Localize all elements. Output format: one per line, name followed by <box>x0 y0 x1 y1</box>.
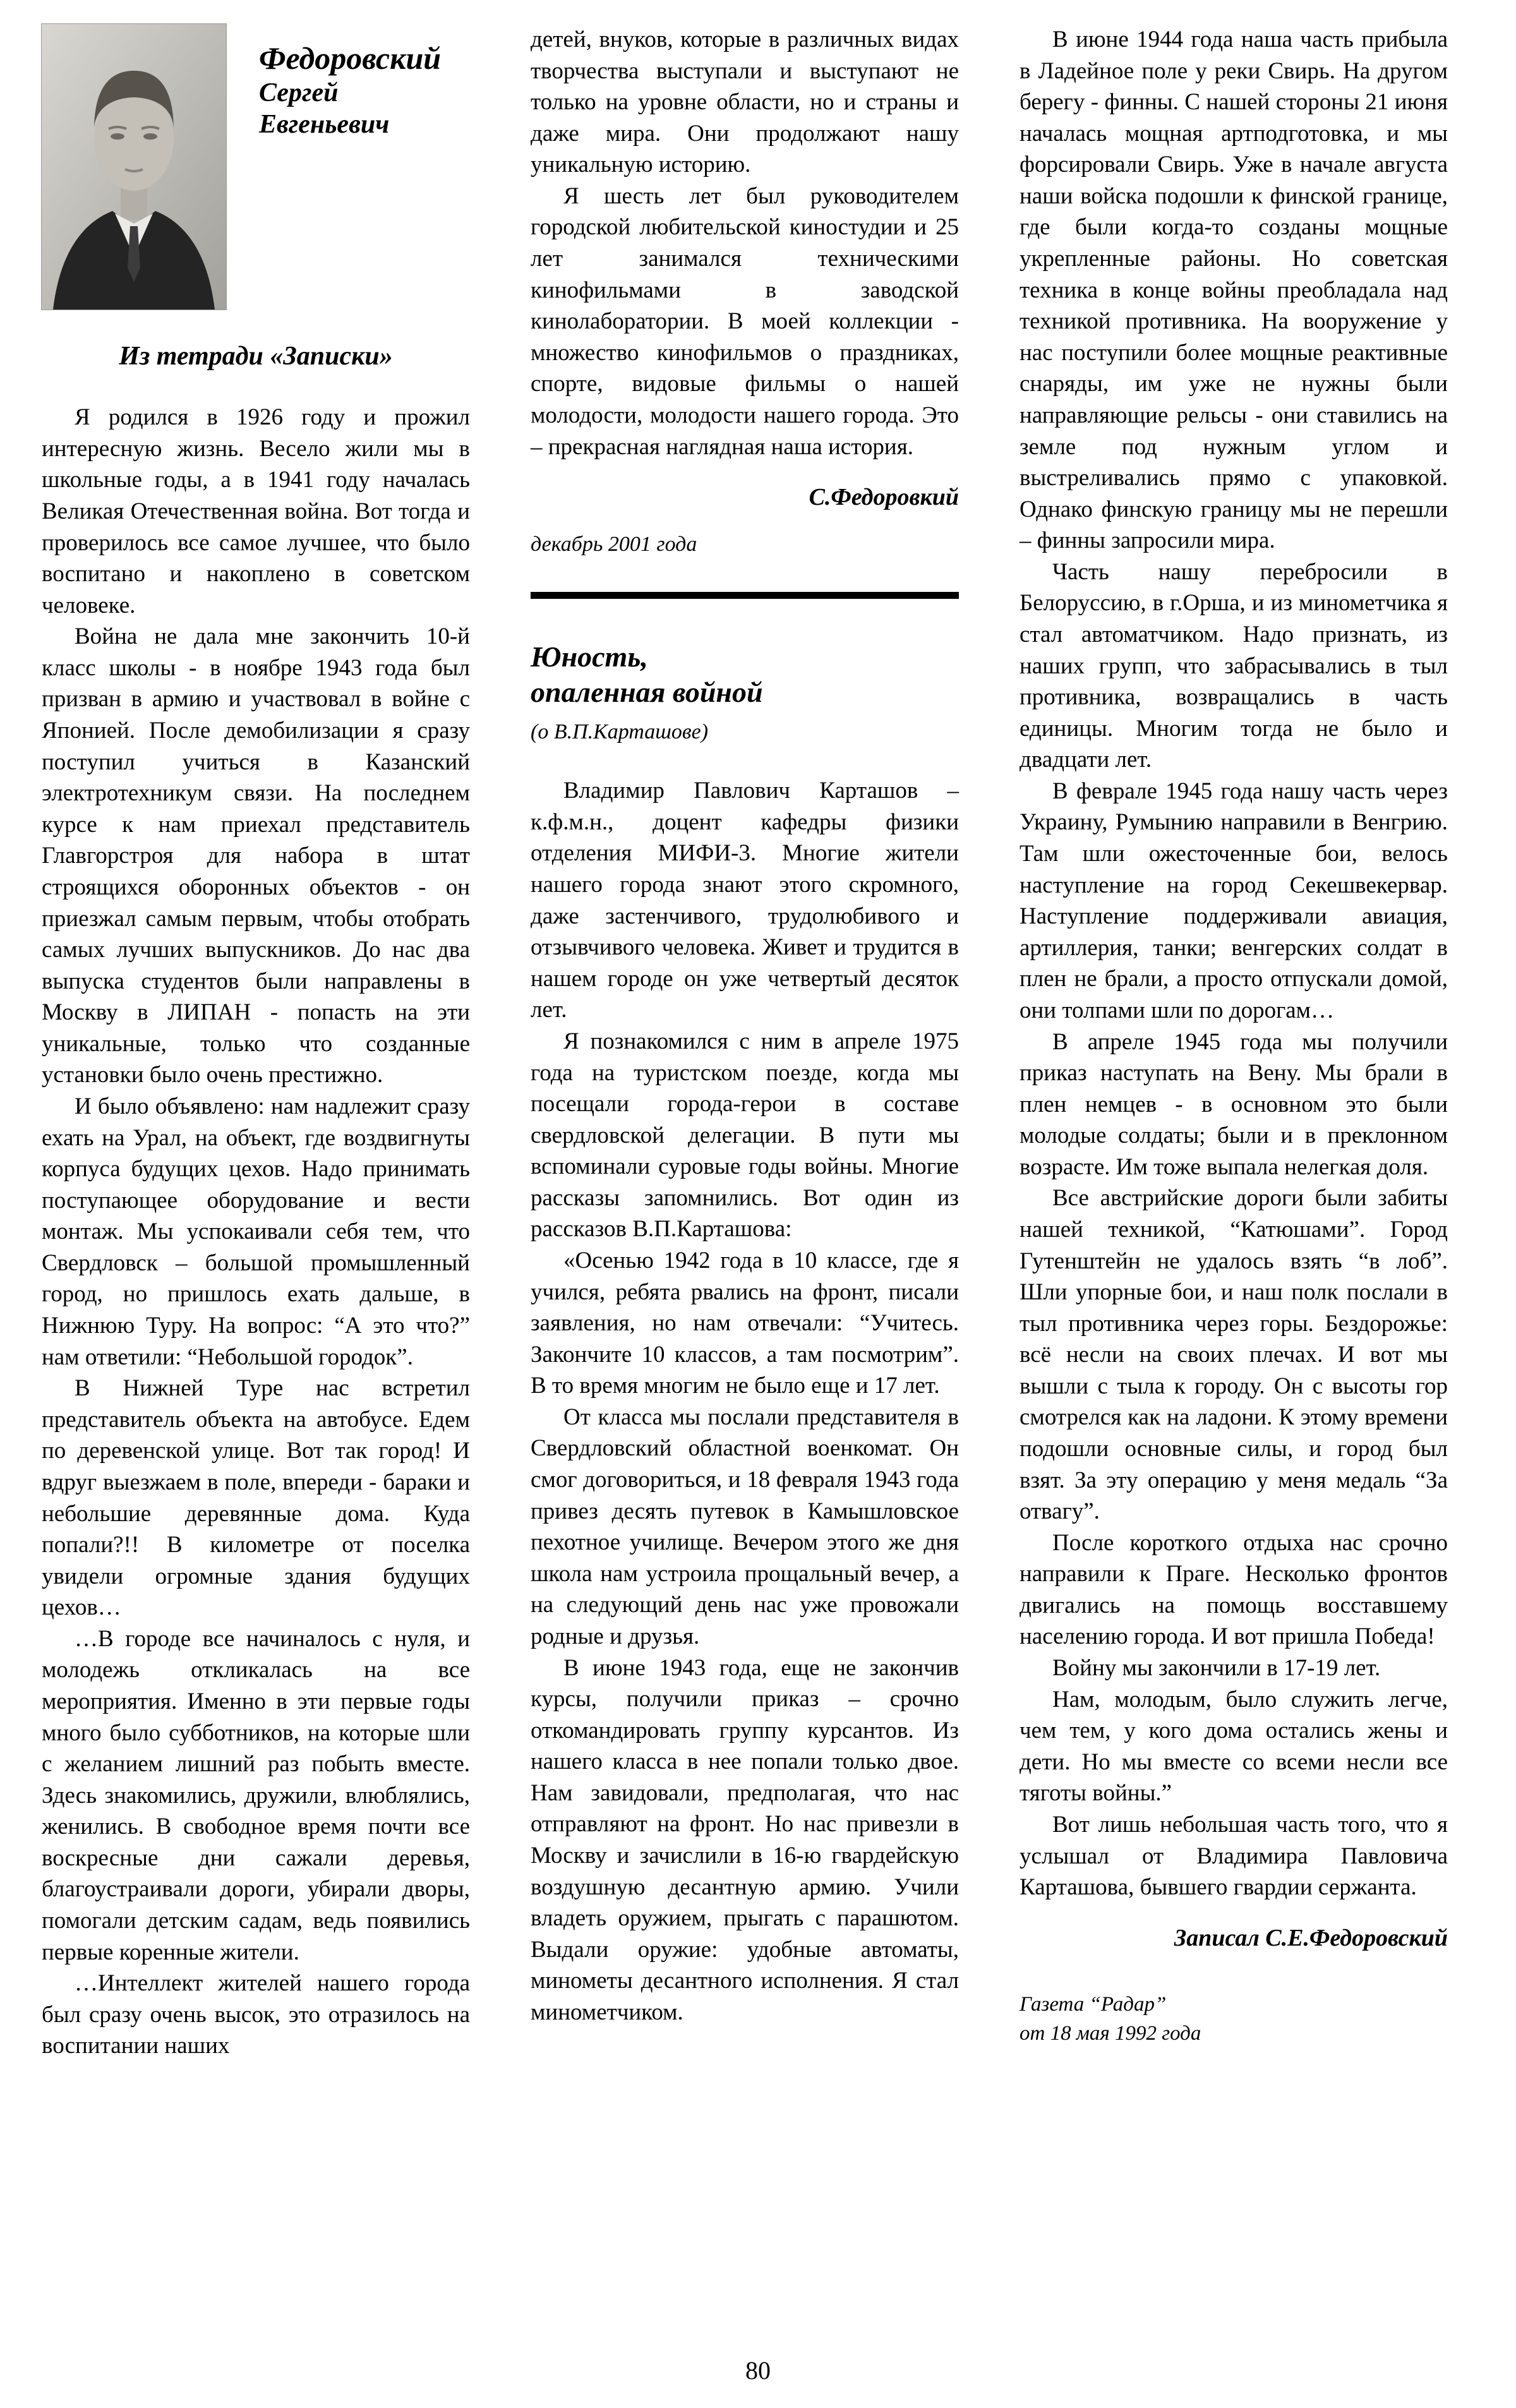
author-surname: Федоровский <box>259 40 442 76</box>
author-header <box>42 24 470 310</box>
paragraph: Война не дала мне закончить 10-й класс школы - в ноябре 1943 года был призван в армию и участвовал в войне с Японией. После демобилизации я сразу поступил учиться в Казанский электротехникум связи. На последнем курсе к нам приехал представитель Главгорстроя для набора в штат строящихся оборонных объектов - он приезжал самым первым, чтобы отобрать самых лучших выпускников. До нас два выпуска студентов были направлены в Москву в ЛИПАН - попасть на эти уникальные, только что созданные установки было очень престижно. <box>42 623 470 1088</box>
notes-date: декабрь 2001 года <box>531 533 697 556</box>
source-note-line1: Газета “Радар” <box>1020 1992 1167 2016</box>
paragraph-continuation: детей, внуков, которые в различных видах творчества выступали и выступают не только на уровне области, но и страны и даже мира. Они продолжают нашу уникальную историю. <box>531 27 959 178</box>
paragraph: Нам, молодым, было служить легче, чем тем, у кого дома остались жены и дети. Но мы вместе со всеми несли все тяготы войны.” <box>1020 1686 1448 1807</box>
paragraph: Войну мы закончили в 17-19 лет. <box>1052 1655 1381 1682</box>
youth-article-title-line2: опаленная войной <box>531 675 763 708</box>
paragraph: Я родился в 1926 году и прожил интересную жизнь. Весело жили мы в школьные годы, а в 1941 году началась Великая Отечественная война. Вот тогда и проверилось все самое лучшее, что было воспитано и накоплено в советском человеке. <box>42 404 470 618</box>
section-divider <box>531 592 959 599</box>
author-name-block <box>259 24 441 140</box>
source-note-line2: от 18 мая 1992 года <box>1020 2021 1201 2045</box>
paragraph: И было объявлено: нам надлежит сразу ехать на Урал, на объект, где воздвигнуты корпуса будущих цехов. Надо принимать поступающее оборудование и вести монтаж. Мы успокаивали себя тем, что Свердловск – большой промышленный город, но пришлось ехать дальше, в Нижнюю Туру. На вопрос: “А это что?” нам ответили: “Небольшой городок”. <box>42 1093 470 1370</box>
paragraph: В феврале 1945 года нашу часть через Украину, Румынию направили в Венгрию. Там шли ожесточенные бои, велось наступление на город Секешвекервар. Наступление поддерживали авиация, артиллерия, танки; венгерских солдат в плен не брали, а просто отпускали домой, они толпами шли по дорогам… <box>1020 778 1448 1023</box>
paragraph: В Нижней Туре нас встретил представитель объекта на автобусе. Едем по деревенской улице. Вот так город! И вдруг выезжаем в поле, впереди - бараки и небольшие деревянные дома. Куда попали?!! В километре от поселка увидели огромные здания будущих цехов… <box>42 1375 470 1621</box>
notes-heading: Из тетради «Записки» <box>119 342 393 371</box>
paragraph: «Осенью 1942 года в 10 классе, где я учился, ребята рвались на фронт, писали заявления, но нам отвечали: “Учитесь. Закончите 10 классов, а там посмотрим”. В то время многим не было еще и 17 лет. <box>531 1247 959 1399</box>
page-number: 80 <box>745 2356 771 2385</box>
column-right <box>1020 24 1448 2062</box>
paragraph: Владимир Павлович Карташов – к.ф.м.н., доцент кафедры физики отделения МИФИ-3. Многие жители нашего города знают этого скромного, даже застенчивого, трудолюбивого и отзывчивого человека. Живет и трудится в нашем городе он уже четвертый десяток лет. <box>531 778 959 1023</box>
paragraph: Часть нашу перебросили в Белоруссию, в г.Орша, и из минометчика я стал автоматчиком. Надо признать, из наших групп, что забрасывались в тыл противника, возвращались в часть единицы. Многим тогда не было и двадцати лет. <box>1020 558 1448 773</box>
author-portrait-photo <box>42 24 226 310</box>
paragraph: Вот лишь небольшая часть того, что я услышал от Владимира Павловича Карташова, бывшего гвардии сержанта. <box>1020 1811 1448 1901</box>
paragraph: В апреле 1945 года мы получили приказ наступать на Вену. Мы брали в плен немцев - в основном это были молодые солдаты; были и в преклонном возрасте. Им тоже выпала нелегкая доля. <box>1020 1028 1448 1180</box>
youth-article-title <box>531 639 959 710</box>
youth-article-signature: Записал С.Е.Федоровский <box>1174 1924 1448 1951</box>
paragraph: После короткого отдыха нас срочно направили к Праге. Несколько фронтов двигались на помощь восставшему населению города. И вот пришла Победа! <box>1020 1529 1448 1650</box>
youth-article-subtitle: (о В.П.Карташове) <box>531 719 709 743</box>
notes-signature: С.Федоровкий <box>809 484 959 511</box>
source-note <box>1020 1990 1448 2048</box>
portrait-photo-graphic <box>42 24 226 310</box>
author-patronymic: Евгеньевич <box>259 109 390 139</box>
paragraph: От класса мы послали представителя в Свердловский областной военкомат. Он смог договориться, и 18 февраля 1943 года привез десять путевок в Камышловское пехотное училище. Вечером этого же дня школа нам устроила прощальный вечер, а на следующий день нас уже провожали родные и друзья. <box>531 1404 959 1649</box>
paragraph: В июне 1944 года наша часть прибыла в Ладейное поле у реки Свирь. На другом берегу - финны. С нашей стороны 21 июня началась мощная артподготовка, и мы форсировали Свирь. Уже в начале августа наши войска подошли к финской границе, где были когда-то созданы мощные укрепленные районы. Но советская техника в конце войны преобладала над техникой противника. На вооружение у нас поступили более мощные реактивные снаряды, им уже не нужны были направляющие рельсы - они ставились на земле под нужным углом и выстреливались прямо с упаковкой. Однако финскую границу мы не перешли – финны запросили мира. <box>1020 27 1448 554</box>
paragraph: Я познакомился с ним в апреле 1975 года на туристском поезде, когда мы посещали города-герои в составе свердловской делегации. В пути мы вспоминали суровые годы войны. Многие рассказы запомнились. Вот один из рассказов В.П.Карташова: <box>531 1028 959 1243</box>
paragraph: Я шесть лет был руководителем городской любительской киностудии и 25 лет занимался техническими кинофильмами в заводской кинолаборатории. В моей коллекции - множество кинофильмов о праздниках, спорте, видовые фильмы о нашей молодости, молодости нашего города. Это – прекрасная наглядная наша история. <box>531 183 959 460</box>
text-columns <box>42 24 1471 2062</box>
author-first-name: Сергей <box>259 78 339 107</box>
youth-article-title-line1: Юность, <box>531 640 648 673</box>
column-middle <box>531 24 959 2062</box>
paragraph: Все австрийские дороги были забиты нашей техникой, “Катюшами”. Город Гутенштейн не удалось взять “в лоб”. Шли упорные бои, и наш полк послали в тыл противника через горы. Бездорожье: всё несли на своих плечах. И вот мы вышли с тыла к городу. Он с высоты гор смотрелся как на ладони. К этому времени подошли основные силы, и город был взят. За эту операцию у меня медаль “За отвагу”. <box>1020 1185 1448 1525</box>
paragraph: …Интеллект жителей нашего города был сразу очень высок, это отразилось на воспитании наших <box>42 1970 470 2059</box>
paragraph: …В городе все начиналось с нуля, и молодежь откликалась на все мероприятия. Именно в эти первые годы много было субботников, на которые шли с желанием лишний раз побыть вместе. Здесь знакомились, дружили, влюблялись, женились. В свободное время почти все воскресные дни сажали деревья, благоустраивали дороги, убирали дворы, помогали детским садам, ведь появились первые коренные жители. <box>42 1625 470 1965</box>
paragraph: В июне 1943 года, еще не закончив курсы, получили приказ – срочно откомандировать группу курсантов. Из нашего класса в нее попали только двое. Нам завидовали, предполагая, что нас отправляют на фронт. Но нас привезли в Москву и зачислили в 16-ю гвардейскую воздушную десантную армию. Учили владеть оружием, прыгать с парашютом. Выдали оружие: удобные автоматы, минометы десантного исполнения. Я стал минометчиком. <box>531 1654 959 2025</box>
column-left <box>42 24 470 2062</box>
